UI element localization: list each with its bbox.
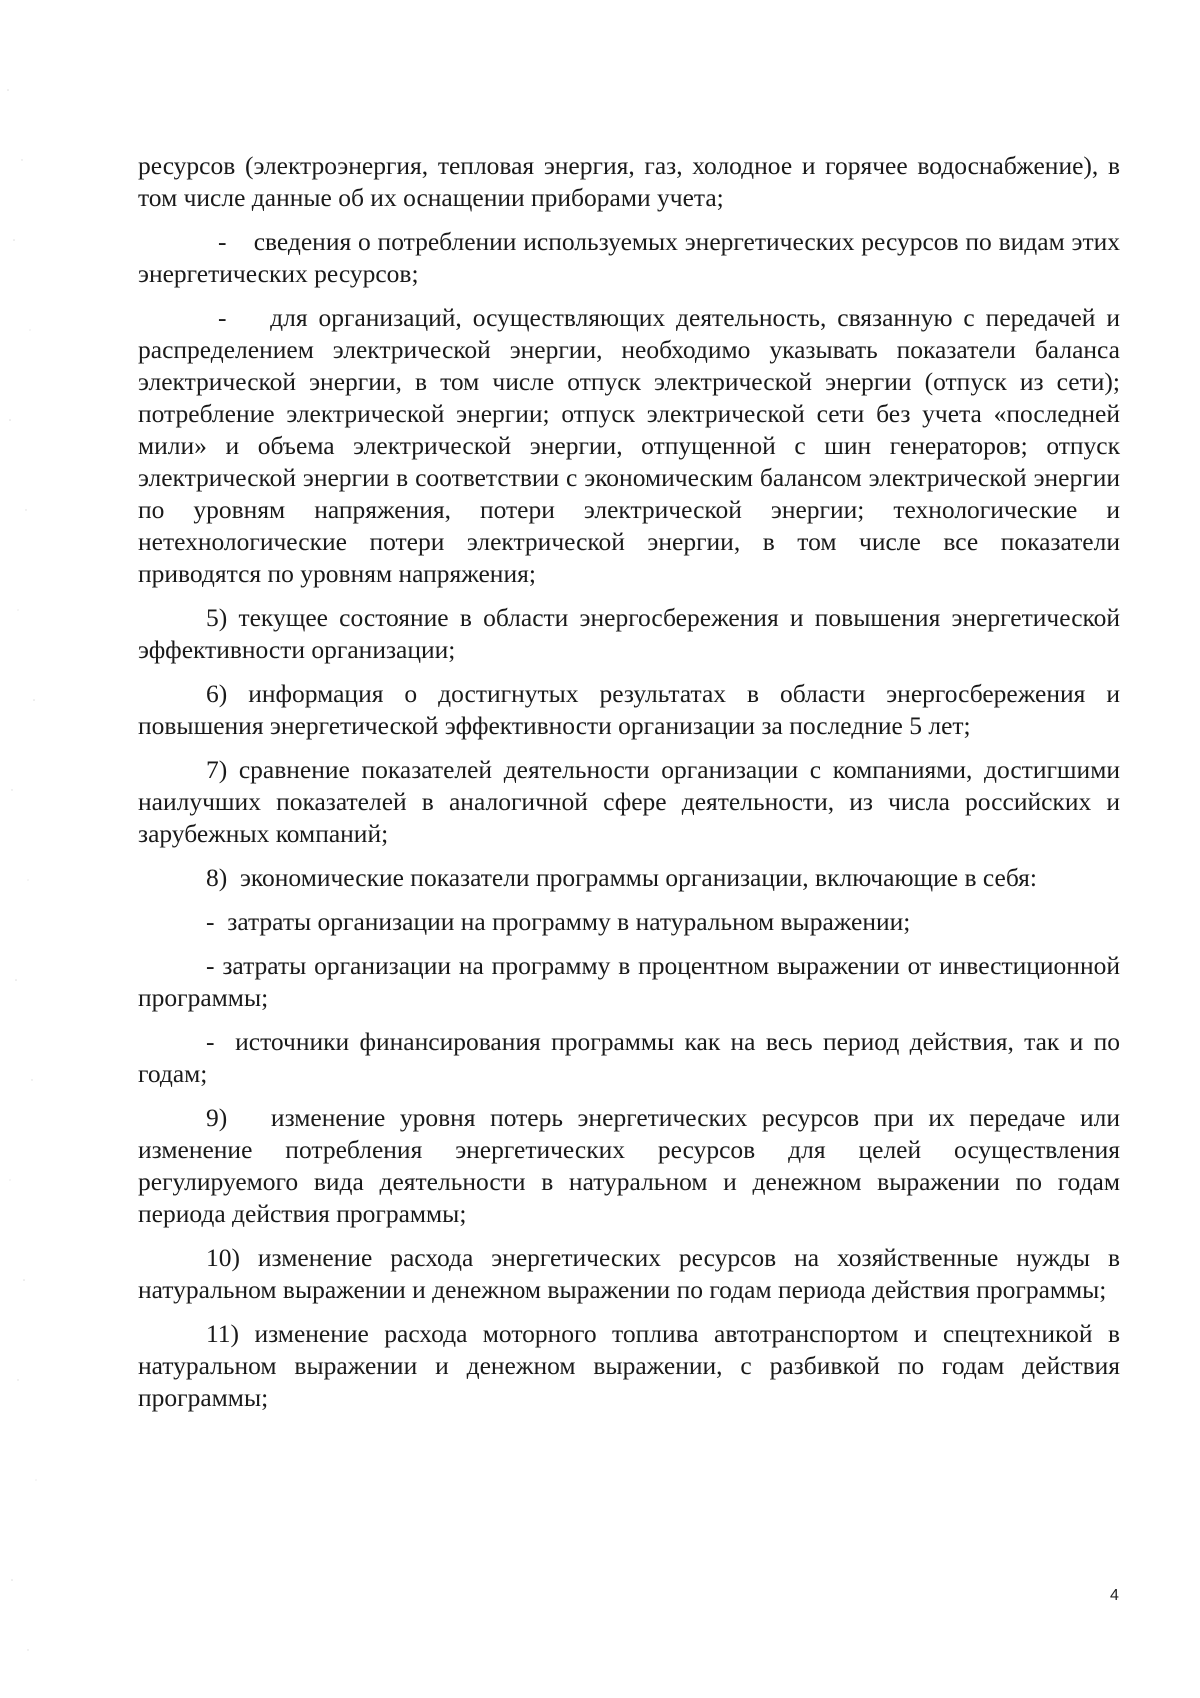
paragraph-5: 6) информация о достигнутых результатах в области энергосбережения и повышения энергетической эффективности организации за последние 5 лет;	[138, 679, 1120, 740]
paragraph-2: - сведения о потреблении используемых энергетических ресурсов по видам этих энергетических ресурсов;	[138, 227, 1120, 288]
paragraph-6: 7) сравнение показателей деятельности организации с компаниями, достигшими наилучших показателей в аналогичной сфере деятельности, из числа российских и зарубежных компаний;	[138, 755, 1120, 848]
paragraph-4: 5) текущее состояние в области энергосбережения и повышения энергетической эффективности организации;	[138, 603, 1120, 664]
paragraph-7: 8) экономические показатели программы организации, включающие в себя:	[206, 863, 1037, 892]
paragraph-13: 11) изменение расхода моторного топлива автотранспортом и спецтехникой в натуральном выражении и денежном выражении, с разбивкой по годам действия программы;	[138, 1319, 1120, 1412]
page-number: 4	[1110, 1587, 1119, 1604]
paragraph-1: ресурсов (электроэнергия, тепловая энергия, газ, холодное и горячее водоснабжение), в том числе данные об их оснащении приборами учета;	[138, 151, 1120, 212]
paragraph-9: - затраты организации на программу в процентном выражении от инвестиционной программы;	[138, 951, 1120, 1012]
scan-noise	[0, 0, 60, 1698]
paragraph-3: - для организаций, осуществляющих деятельность, связанную с передачей и распределением электрической энергии, необходимо указывать показатели баланса электрической энергии, в том числе отпуск электрической энергии (отпуск из сети); потребление электрической энергии; отпуск электрической сети без учета «последней мили» и объема электрической энергии, отпущенной с шин генераторов; отпуск электрической энергии в соответствии с экономическим балансом электрической энергии по уровням напряжения, потери электрической энергии; технологические и нетехнологические потери электрической энергии, в том числе все показатели приводятся по уровням напряжения;	[138, 303, 1120, 588]
paragraph-12: 10) изменение расхода энергетических ресурсов на хозяйственные нужды в натуральном выражении и денежном выражении по годам периода действия программы;	[138, 1243, 1120, 1304]
paragraph-11: 9) изменение уровня потерь энергетических ресурсов при их передаче или изменение потребления энергетических ресурсов для целей осуществления регулируемого вида деятельности в натуральном и денежном выражении по годам периода действия программы;	[138, 1103, 1120, 1228]
paragraph-8: - затраты организации на программу в натуральном выражении;	[206, 907, 911, 936]
document-body	[138, 150, 1120, 1426]
paragraph-10: - источники финансирования программы как на весь период действия, так и по годам;	[138, 1027, 1120, 1088]
